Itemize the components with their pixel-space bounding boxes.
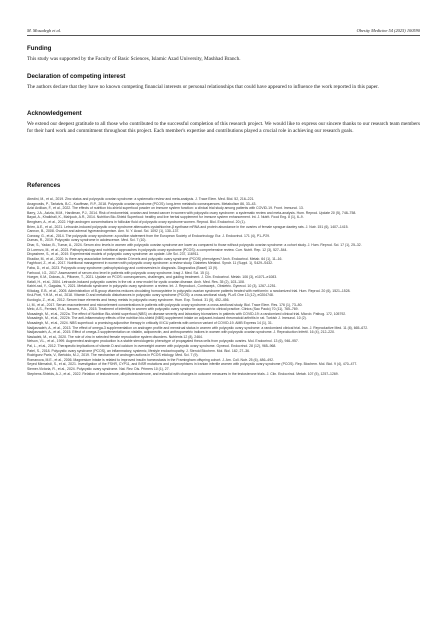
reference-item: Romanova, M.E., et al., 2006. Magnesium intake is related to improved insulin homeostasis in the Framingham offspring cohort. J. Am. Coll. Nutr. 25 (6), 486–492. <box>27 357 274 362</box>
reference-item: Kafali, H., et al., 2004. Letrozole-induced polycystic ovaries in the rat: a new model for cystic ovarian disease. Arch. Med. Res. 35 (2), 103–108. <box>27 279 245 284</box>
reference-item: Kabiri-rad, Y., Gagalas, Y., 2021. Metabolic syndrome in polycystic ovary syndrome: a review. Int. J. Reproduct., Contracept., Obstetric. Gynecol. 10 (3), 1267–1251. <box>27 284 277 289</box>
reference-item: Kilicdag, E.B., et al., 2005. Administration of B-group vitamins reduces circulating homocysteine in polycystic ovarian syndrome patients treated with metformin: a randomized trial. Hum. Reprod. 20 (6), 1521–1528. <box>27 288 351 293</box>
reference-item: Dhar, S., Yadav, B., Tumar, A., 2024. Serum zinc levels in women with polycystic ovarian syndrome are lower as compared to those without polycystic ovarian syndrome: a cohort study. J. Hum. Reprod. Sci. 17 (1), 25–32. <box>27 242 362 247</box>
reference-item: Azizi Ardikan, F., et al., 2022. The effects of nutrition bio-shield superfood powder on immune system function: a clinical trial study among patients with COVID-19. Front. Immunol. 13. <box>27 206 304 211</box>
reference-item: Nadjarzadeh, A., et al., 2013. The effect of omega-3 supplementation on androgen profile and menstrual status in women with polycystic ovary syndrome: a randomized clinical trial. Iran. J. Reproductive Med. 11 (8), 665–672. <box>27 325 369 330</box>
reference-item: Dumas, R., 2019. Polycystic ovary syndrome in adolescence. Med. Sci. 7 (10). <box>27 238 147 243</box>
reference-item: Patel, S., 2018. Polycystic ovary syndrome (PCOS), an inflammatory, systemic, lifestyle endocrinopathy. J. Steroid Biochem. Mol. Biol. 182, 27–36. <box>27 348 251 353</box>
reference-item: Nadjarzadeh, A., et al., 2015. Effect of omega-3 supplementation on visfatin, adiponectin, and anthropometric indices in women with polycystic ovarian syndrome. J. Reproduction Infertil. 16 (4), 212–220. <box>27 330 335 335</box>
header-divider <box>27 35 420 36</box>
reference-item: Mosadegh, M., et al., 2022b. The anti-inflammatory effects of the nutrition bio-shield (NBS) supplement intake on adjuvant-induced rheumatoid arthritis in rat. Turkish J. Immunol. 10 (2). <box>27 316 307 321</box>
reference-item: Mosadegh, M., et al., 2024. NBS superfood: a promising adjunctive therapy in critically ill ICU patients with omicron variant of COVID-19. AMB Express 14 (1), 31. <box>27 321 273 326</box>
reference-item: Siemer-Victoria, R., et al., 2024. Polycystic ovary syndrome. Nat. Rev. Dis. Primers 10 (1), 27. <box>27 366 170 371</box>
reference-item: Faba, D., et al., 2023. Polycystic ovary syndrome: pathophysiology and controversies in diagnosis. Diagnostics (Basel) 13 (9). <box>27 265 219 270</box>
reference-item: Mosadegh, M., et al., 2022a. The effect of Nutrition Bio-shield superfood (NBS) on disease severity and laboratory biomarkers in patients with COVID-19: a randomized clinical trial. Microb. Pathog. 172, 105792. <box>27 311 347 316</box>
reference-item: Seyed Mirmahdi, S., et al., 2021. Investigation of the FSHR, CYP11, and INSR mutations and polymorphisms in Iranian infertile women with polycystic ovary syndrome (PCOS). Rep. Biochem. Mol. Biol. 9 (4), 470–477. <box>27 362 358 367</box>
acknowledgement-heading: Acknowledgement <box>27 110 82 117</box>
reference-item: Krul-Poel, Y.H.M., et al., 2018. Vitamin D and metabolic disturbances in polycystic ovary syndrome (PCOS): a cross-sectional study. PLoS One 13 (12), e0204748. <box>27 293 274 298</box>
reference-list <box>27 197 420 376</box>
reference-item: Nasiadek, M., et al., 2020. The role of zinc in selected female reproductive system disorders. Nutrients 12 (8), 2464. <box>27 334 203 339</box>
references-heading: References <box>27 182 61 189</box>
reference-item: Hoeger, K.M., Dokras, A., Piltonen, T., 2021. Update on PCOS: consequences, challenges, and guiding treatment. J. Clin. Endocrinol. Metab. 106 (3), e1071–e1083. <box>27 275 278 280</box>
reference-item: Bengtsen, A., et al., 2022. High androgen concentrations in follicular fluid of polycystic ovary syndrome women. Reprod. Biol. Endocrinol. 20 (1). <box>27 219 246 224</box>
competing-interest-text: The authors declare that they have no known competing financial interests or personal relationships that could have appeared to influence the work reported in this paper. <box>27 84 379 90</box>
reference-item: Brien, A.E., et al., 2021. Letrozole-induced polycystic ovary syndrome attenuates cystathionine-β synthase mRNA and protein abundance in the ovaries of female sprague dawley rats. J. Nutr. 151 (6), 1407–1415. <box>27 224 349 229</box>
funding-heading: Funding <box>27 45 52 52</box>
running-header-journal: Obesity Medicine 54 (2025) 100590 <box>356 28 420 33</box>
reference-item: Melo, A.S., Ferriani, R.A., Navarro, P.A., 2015. Treatment of infertility in women with polycystic ovary syndrome: approach to clinical practice. Clinics (Sao Paulo) 70 (11), 765–769. <box>27 307 299 312</box>
reference-item: Farhood, I.G., 2017. Assessment of serum zinc level in patients with polycystic ovary syndrome. Iraqi J. Med. Sci. 15 (1). <box>27 270 211 275</box>
reference-item: Ebadiar, M., et al., 2020. Is there any association between vitamin D levels and polycystic ovary syndrome (PCOS) phenotypes? Arch. Endocrinol. Metab. 64 (1), 11–16. <box>27 256 283 261</box>
running-header-authors: M. Mosadegh et al. <box>27 28 62 33</box>
reference-item: Rodriguez Paris, V., Bertoldo, M.J., 2019. The mechanism of androgen actions in PCOS etiology. Med. Sci. 7 (9). <box>27 353 199 358</box>
reference-item: Pal, L., et al., 2012. Therapeutic implications of vitamin D and calcium in overweight women with polycystic ovary syndrome. Gynecol. Endocrinol. 28 (12), 965–968. <box>27 344 277 348</box>
reference-item: Di Lorenzo, M., et al., 2023. Pathophysiology and nutritional approaches in polycystic ovary syndrome (PCOS): a comprehensive review. Curr. Nutrit. Rep. 12 (3), 527–544. <box>27 247 288 252</box>
reference-item: Conway, G., et al., 2014. The polycystic ovary syndrome: a position statement from the European Society of Endocrinology. Eur. J. Endocrinol. 171 (4), P1–P29. <box>27 233 271 238</box>
reference-item: Abedini, M., et al., 2019. Zinc status and polycystic ovarian syndrome: a systematic review and meta-analysis. J. Trace Elem. Med. Biol. 52, 216–221. <box>27 197 255 201</box>
reference-item: Divyashree, S., et al., 2019. Experimental models of polycystic ovary syndrome: an update. Life Sci. 237, 116911. <box>27 252 200 257</box>
reference-item: Barry, J.A., Azizia, M.M., Hardiman, P.J., 2014. Risk of endometrial, ovarian and breast cancer in women with polycystic ovary syndrome: a systematic review and meta-analysis. Hum. Reprod. Update 20 (5), 748–758. <box>27 210 357 215</box>
reference-item: Kurdoglu, Z., et al., 2012. Serum trace elements and heavy metals in polycystic ovary syndrome. Hum. Exp. Toxicol. 31 (5), 452–456. <box>27 298 230 303</box>
reference-item: Bayat, A., Khalkhali, K., Mahjoub, A.R., 2014. Nutrition Bio-Shield Superfood: healthy and live herbal supplement for immune system enhancement. Int. J. Nutrit. Food Eng. 8 (1), 6–9. <box>27 215 304 220</box>
reference-item: Nelson, V.L., et al., 1999. Augmented androgen production is a stable steroidogenic phenotype of propagated theca cells from polycystic ovaries. Mol. Endocrinol. 13 (6), 946–957. <box>27 339 299 344</box>
competing-interest-heading: Declaration of competing interest <box>27 73 126 80</box>
funding-text: This study was supported by the Faculty of Basic Sciences, Islamic Azad University, Mashhad Branch. <box>27 56 241 62</box>
reference-item: Anagnostis, P., Tarlatzis, B.C., Kauffman, R.P., 2018. Polycystic ovarian syndrome (PCOS): long-term metabolic consequences. Metabolism 86, 33–43. <box>27 201 257 206</box>
reference-item: Cannon, B., 2008. Ovarian and adrenal hyperandrogenism. Ann. N. Y. Acad. Sci. 1092 (1), 130–137. <box>27 229 180 234</box>
reference-item: Stephens-Shields, A.J., et al., 2022. Relation of testosterone, dihydrotestosterone, and estradiol with changes in outcome measures in the testosterone trials. J. Clin. Endocrinol. Metab. 107 (5), 1257–1269. <box>27 371 339 376</box>
reference-item: Li, M., et al., 2017. Serum macroelement and microelement concentrations in patients with polycystic ovary syndrome: a cross-sectional study. Biol. Trace Elem. Res. 176 (1), 73–80. <box>27 302 303 307</box>
reference-item: Faghfoori, Z., et al., 2017. Nutritional management in women with polycystic ovary syndrome: a review study. Diabetes Metabol. Syndr. 11 (Suppl. 1), S429–S432. <box>27 261 273 266</box>
acknowledgement-text: We extend our deepest gratitude to all those who contributed to the successful completion of this research project. We would like to express our sincere thanks to our research team members for their hard work and commitment throughout this project. Each member's expertise and contributions played a crucial role in achieving our research goals. <box>27 121 420 135</box>
